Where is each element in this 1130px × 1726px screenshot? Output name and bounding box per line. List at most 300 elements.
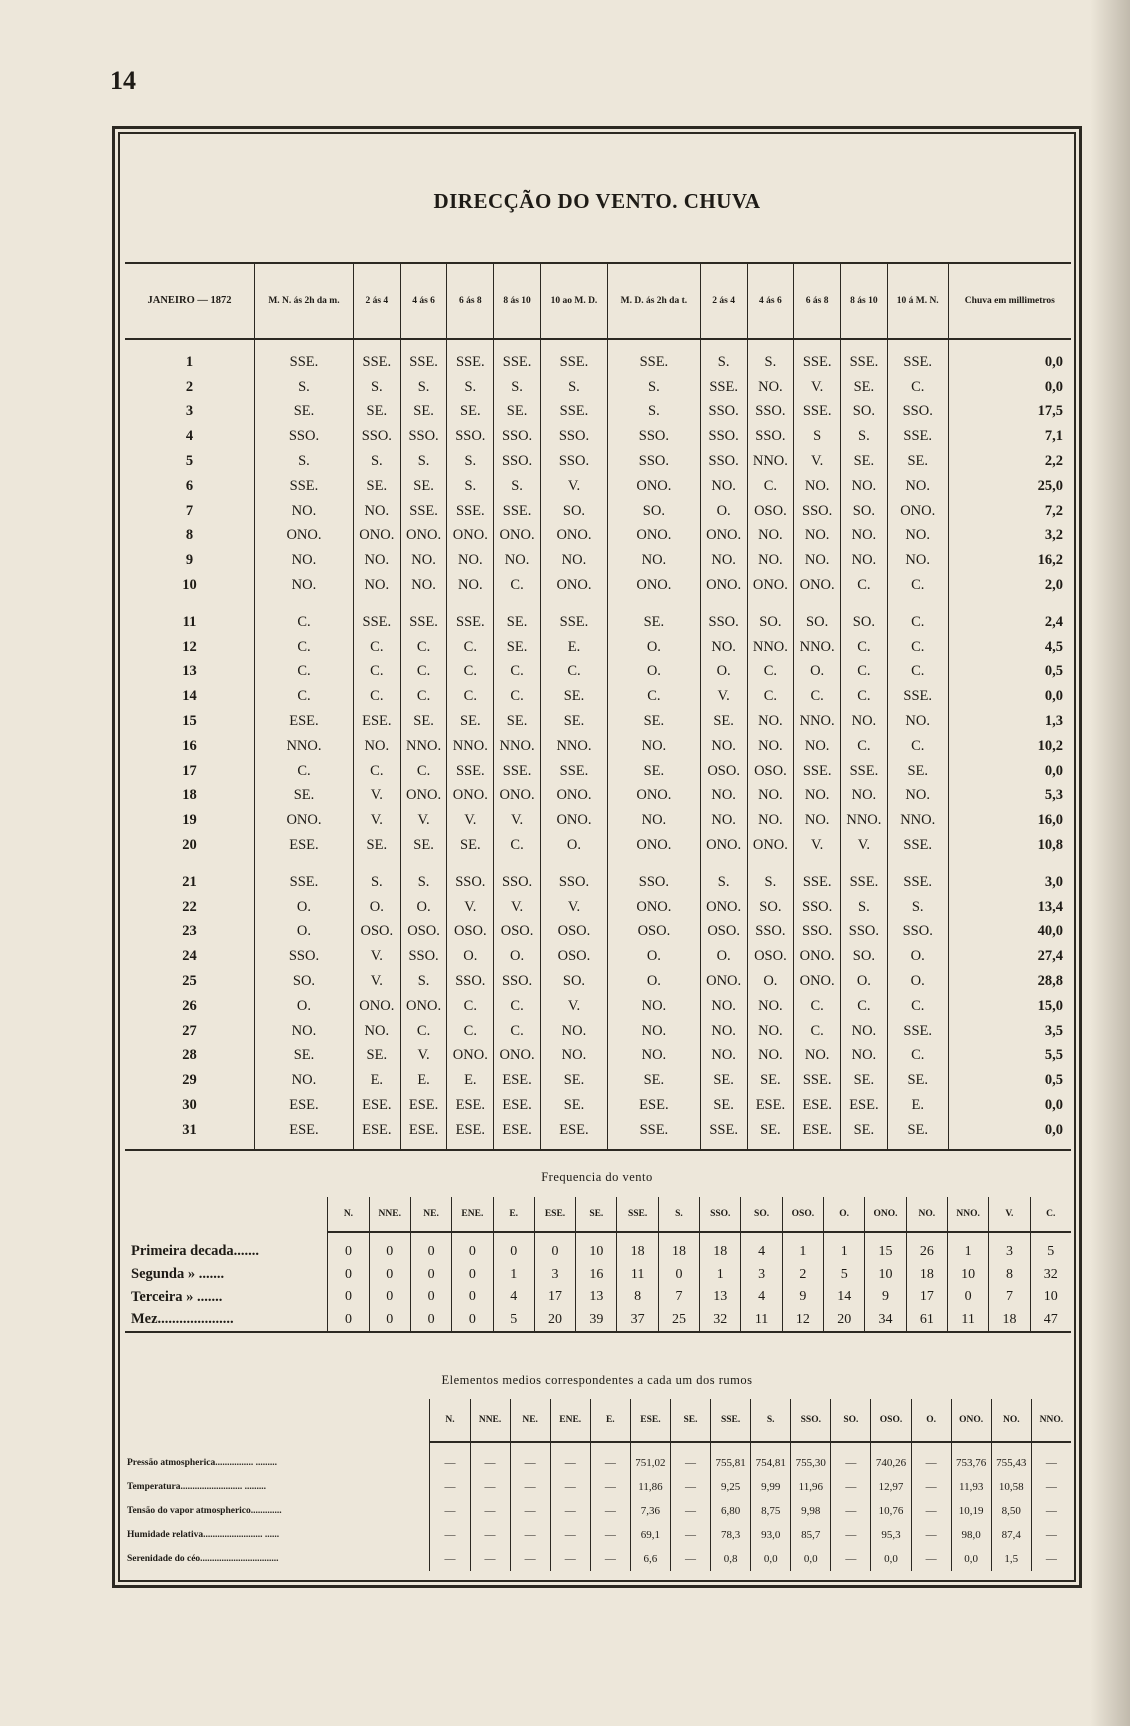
rain-cell: 4,5 (948, 635, 1071, 660)
rain-cell: 3,5 (948, 1019, 1071, 1044)
day-cell: 19 (182, 812, 197, 829)
elem-cell: 93,0 (751, 1523, 791, 1547)
wind-cell: ONO. (494, 1044, 541, 1069)
wind-cell: NO. (747, 524, 794, 549)
elem-cell: — (911, 1523, 951, 1547)
elem-cell: — (510, 1547, 550, 1571)
elem-header-cell: N. (430, 1399, 470, 1442)
wind-cell: ESE. (447, 1093, 494, 1118)
wind-cell: C. (608, 684, 701, 709)
wind-cell: NNO. (494, 734, 541, 759)
wind-cell: V. (353, 784, 400, 809)
elem-cell: 0,0 (791, 1547, 831, 1571)
wind-cell: SSE. (447, 499, 494, 524)
freq-cell: 5 (824, 1264, 865, 1287)
wind-cell: S. (400, 375, 447, 400)
wind-cell: O. (255, 895, 354, 920)
wind-cell: ESE. (494, 1118, 541, 1150)
wind-cell: ESE. (494, 1068, 541, 1093)
freq-header-cell: NNO. (947, 1197, 988, 1232)
wind-cell: C. (841, 994, 888, 1019)
wind-cell: V. (400, 808, 447, 833)
wind-cell: V. (353, 969, 400, 994)
wind-cell: ESE. (255, 709, 354, 734)
table-row (125, 424, 1071, 449)
elem-row-label: Tensão do vapor atmospherico............. (127, 1506, 282, 1516)
wind-cell: SSE. (447, 759, 494, 784)
wind-cell: S. (841, 895, 888, 920)
wind-cell: S. (255, 375, 354, 400)
table-row (125, 449, 1071, 474)
wind-cell: SSE. (841, 339, 888, 375)
elem-cell: — (670, 1523, 710, 1547)
elem-cell: 8,50 (991, 1499, 1031, 1523)
elem-cell: 69,1 (630, 1523, 670, 1547)
wind-cell: SE. (608, 709, 701, 734)
wind-cell: NO. (400, 573, 447, 598)
wind-cell: ONO. (887, 499, 948, 524)
wind-cell: C. (353, 759, 400, 784)
freq-header-cell: SE. (576, 1197, 617, 1232)
wind-cell: ESE. (255, 1093, 354, 1118)
elem-header-cell: E. (590, 1399, 630, 1442)
wind-cell: S. (353, 449, 400, 474)
table-row (125, 759, 1071, 784)
freq-cell: 3 (989, 1232, 1030, 1264)
table-row (125, 1309, 1071, 1333)
elem-cell: — (670, 1475, 710, 1499)
freq-header-cell: SSO. (700, 1197, 741, 1232)
wind-cell: ONO. (255, 524, 354, 549)
table-row (125, 920, 1071, 945)
wind-cell: SE. (353, 400, 400, 425)
rain-cell: 15,0 (948, 994, 1071, 1019)
wind-cell: SSE. (700, 1118, 747, 1150)
wind-cell: SSO. (447, 858, 494, 895)
rain-cell: 13,4 (948, 895, 1071, 920)
main-header-cell: 8 ás 10 (494, 263, 541, 339)
wind-cell: ONO. (700, 573, 747, 598)
elements-caption: Elementos medios correspondentes a cada um dos rumos (441, 1373, 753, 1387)
wind-cell: O. (747, 969, 794, 994)
day-cell: 25 (182, 973, 197, 990)
wind-cell: NO. (747, 784, 794, 809)
elem-cell: 755,43 (991, 1442, 1031, 1475)
freq-cell: 1 (700, 1264, 741, 1287)
wind-cell: V. (353, 944, 400, 969)
wind-cell: SSE. (255, 858, 354, 895)
freq-cell: 4 (493, 1286, 534, 1309)
table-row (125, 784, 1071, 809)
freq-cell: 18 (700, 1232, 741, 1264)
wind-cell: SSE. (400, 499, 447, 524)
elem-cell: — (470, 1475, 510, 1499)
wind-cell: ONO. (447, 784, 494, 809)
wind-cell: SSO. (255, 424, 354, 449)
freq-row-label: Terceira » ....... (131, 1288, 223, 1305)
wind-cell: NO. (747, 375, 794, 400)
wind-cell: SE. (255, 784, 354, 809)
day-cell: 26 (182, 997, 197, 1014)
wind-cell: SE. (353, 833, 400, 858)
wind-cell: SE. (447, 400, 494, 425)
rain-cell: 3,2 (948, 524, 1071, 549)
wind-cell: NNO. (400, 734, 447, 759)
wind-cell: C. (747, 474, 794, 499)
wind-cell: S. (447, 375, 494, 400)
wind-cell: SSO. (353, 424, 400, 449)
wind-cell: SE. (494, 400, 541, 425)
wind-cell: C. (794, 1019, 841, 1044)
wind-cell: NO. (794, 784, 841, 809)
wind-cell: S. (700, 339, 747, 375)
freq-cell: 0 (328, 1264, 369, 1287)
wind-cell: SO. (841, 944, 888, 969)
freq-cell: 5 (1030, 1232, 1071, 1264)
freq-cell: 0 (328, 1286, 369, 1309)
wind-cell: NO. (747, 548, 794, 573)
page-edge-shadow (1090, 0, 1130, 1726)
wind-cell: NNO. (540, 734, 607, 759)
freq-cell: 32 (700, 1309, 741, 1333)
freq-header-cell: NNE. (369, 1197, 410, 1232)
wind-cell: O. (700, 499, 747, 524)
wind-cell: SSO. (447, 969, 494, 994)
wind-cell: ESE. (400, 1118, 447, 1150)
wind-cell: C. (887, 635, 948, 660)
wind-cell: SE. (494, 709, 541, 734)
wind-cell: SE. (608, 759, 701, 784)
wind-cell: SSO. (747, 400, 794, 425)
elem-header-cell: ESE. (630, 1399, 670, 1442)
wind-cell: C. (353, 684, 400, 709)
elem-cell: — (1031, 1475, 1071, 1499)
wind-cell: SSO. (841, 920, 888, 945)
elem-cell: 85,7 (791, 1523, 831, 1547)
freq-header-cell: O. (824, 1197, 865, 1232)
wind-cell: SE. (540, 1068, 607, 1093)
day-cell: 12 (182, 638, 197, 655)
wind-cell: NO. (841, 784, 888, 809)
rain-cell: 10,2 (948, 734, 1071, 759)
elem-cell: — (831, 1442, 871, 1475)
wind-cell: C. (447, 994, 494, 1019)
wind-cell: SSO. (700, 424, 747, 449)
elem-row-label: Temperatura.......................... ......... (127, 1482, 266, 1492)
rain-cell: 0,0 (948, 1118, 1071, 1150)
wind-cell: C. (841, 635, 888, 660)
wind-cell: ESE. (447, 1118, 494, 1150)
elem-corner-cell (125, 1399, 430, 1442)
wind-cell: NO. (255, 1019, 354, 1044)
wind-cell: SE. (540, 684, 607, 709)
day-cell: 2 (185, 378, 194, 395)
table-row (125, 524, 1071, 549)
elem-cell: — (550, 1475, 590, 1499)
wind-cell: NO. (540, 1019, 607, 1044)
rain-cell: 0,0 (948, 375, 1071, 400)
table-row (125, 474, 1071, 499)
wind-cell: NO. (794, 1044, 841, 1069)
wind-cell: C. (255, 684, 354, 709)
elem-cell: — (670, 1442, 710, 1475)
wind-cell: SE. (608, 598, 701, 635)
wind-cell: OSO. (494, 920, 541, 945)
wind-cell: SSO. (494, 424, 541, 449)
freq-cell: 10 (576, 1232, 617, 1264)
freq-cell: 17 (906, 1286, 947, 1309)
wind-cell: E. (540, 635, 607, 660)
main-header-cell: M. D. ás 2h da t. (608, 263, 701, 339)
freq-cell: 20 (534, 1309, 575, 1333)
frame-inner (123, 137, 1071, 1577)
wind-cell: NO. (700, 994, 747, 1019)
wind-cell: SSE. (794, 400, 841, 425)
wind-cell: SSE. (887, 424, 948, 449)
elem-cell: — (510, 1499, 550, 1523)
wind-cell: OSO. (540, 920, 607, 945)
elem-cell: — (1031, 1523, 1071, 1547)
wind-cell: SSO. (447, 424, 494, 449)
wind-cell: ONO. (794, 969, 841, 994)
wind-cell: S. (494, 474, 541, 499)
wind-cell: C. (494, 573, 541, 598)
wind-cell: SSO. (540, 424, 607, 449)
freq-cell: 10 (947, 1264, 988, 1287)
wind-cell: NO. (700, 734, 747, 759)
wind-cell: ONO. (447, 1044, 494, 1069)
freq-cell: 0 (534, 1232, 575, 1264)
day-cell: 22 (182, 898, 197, 915)
wind-cell: NO. (841, 1044, 888, 1069)
wind-cell: V. (540, 474, 607, 499)
elem-cell: — (470, 1523, 510, 1547)
freq-header-cell: NE. (410, 1197, 451, 1232)
rain-cell: 2,0 (948, 573, 1071, 598)
wind-cell: SSO. (494, 858, 541, 895)
wind-cell: V. (540, 895, 607, 920)
elem-cell: 95,3 (871, 1523, 911, 1547)
elem-row-label: Serenidade do céo................................. (127, 1554, 279, 1564)
elem-cell: — (430, 1499, 470, 1523)
wind-cell: ESE. (353, 709, 400, 734)
elem-cell: 740,26 (871, 1442, 911, 1475)
elem-header-cell: S. (751, 1399, 791, 1442)
wind-cell: SSO. (608, 424, 701, 449)
wind-cell: SSE. (794, 858, 841, 895)
wind-cell: O. (608, 969, 701, 994)
freq-cell: 9 (782, 1286, 823, 1309)
wind-cell: ONO. (400, 994, 447, 1019)
elem-cell: — (430, 1547, 470, 1571)
elem-cell: — (670, 1499, 710, 1523)
wind-cell: C. (494, 684, 541, 709)
day-cell: 15 (182, 713, 197, 730)
table-row (125, 1523, 1071, 1547)
elem-header-cell: SSO. (791, 1399, 831, 1442)
wind-cell: SE. (887, 1068, 948, 1093)
wind-cell: NO. (255, 499, 354, 524)
rain-cell: 16,2 (948, 548, 1071, 573)
table-row (125, 969, 1071, 994)
freq-cell: 0 (328, 1232, 369, 1264)
wind-cell: NO. (794, 474, 841, 499)
freq-cell: 11 (741, 1309, 782, 1333)
freq-cell: 17 (534, 1286, 575, 1309)
freq-cell: 0 (410, 1309, 451, 1333)
wind-cell: E. (447, 1068, 494, 1093)
wind-cell: S. (400, 969, 447, 994)
elem-cell: — (550, 1523, 590, 1547)
wind-cell: NO. (353, 1019, 400, 1044)
elem-cell: 9,25 (711, 1475, 751, 1499)
freq-cell: 4 (741, 1232, 782, 1264)
wind-cell: S. (540, 375, 607, 400)
table-row (125, 944, 1071, 969)
day-cell: 4 (185, 428, 194, 445)
rain-cell: 25,0 (948, 474, 1071, 499)
elem-cell: — (430, 1442, 470, 1475)
wind-cell: NNO. (255, 734, 354, 759)
wind-cell: SSO. (255, 944, 354, 969)
mean-elements-table (125, 1399, 1071, 1571)
elem-cell: 9,99 (751, 1475, 791, 1499)
wind-cell: S. (841, 424, 888, 449)
wind-cell: SE. (700, 709, 747, 734)
wind-cell: SSO. (794, 920, 841, 945)
wind-cell: SSE. (353, 598, 400, 635)
main-header-cell: 4 ás 6 (400, 263, 447, 339)
day-cell: 31 (125, 1118, 255, 1150)
wind-cell: NO. (540, 1044, 607, 1069)
wind-cell: ONO. (447, 524, 494, 549)
wind-cell: NO. (841, 709, 888, 734)
freq-cell: 1 (493, 1264, 534, 1287)
wind-cell: SE. (400, 474, 447, 499)
wind-cell: SO. (841, 598, 888, 635)
wind-cell: S. (353, 858, 400, 895)
main-header-cell: 2 ás 4 (700, 263, 747, 339)
wind-cell: NO. (841, 1019, 888, 1044)
freq-cell: 18 (658, 1232, 699, 1264)
wind-cell: NO. (747, 734, 794, 759)
wind-cell: O. (255, 920, 354, 945)
elem-cell: — (550, 1499, 590, 1523)
freq-cell: 13 (700, 1286, 741, 1309)
elem-cell: — (590, 1475, 630, 1499)
wind-cell: ONO. (255, 808, 354, 833)
wind-cell: NNO. (747, 635, 794, 660)
wind-cell: V. (540, 994, 607, 1019)
wind-cell: OSO. (400, 920, 447, 945)
elem-cell: 753,76 (951, 1442, 991, 1475)
elem-header-cell: NO. (991, 1399, 1031, 1442)
wind-cell: ONO. (794, 944, 841, 969)
wind-cell: NO. (608, 1044, 701, 1069)
wind-cell: SE. (841, 375, 888, 400)
wind-cell: SE. (887, 449, 948, 474)
elem-cell: 11,96 (791, 1475, 831, 1499)
elem-cell: 1,5 (991, 1547, 1031, 1571)
wind-cell: SO. (540, 499, 607, 524)
wind-cell: V. (794, 833, 841, 858)
rain-cell: 1,3 (948, 709, 1071, 734)
table-row (125, 895, 1071, 920)
freq-cell: 0 (410, 1232, 451, 1264)
freq-cell: 34 (865, 1309, 906, 1333)
wind-cell: SSO. (700, 400, 747, 425)
wind-cell: O. (255, 994, 354, 1019)
wind-cell: SSO. (794, 895, 841, 920)
wind-cell: SO. (747, 598, 794, 635)
wind-cell: OSO. (747, 499, 794, 524)
wind-cell: SE. (887, 759, 948, 784)
table-row (125, 1547, 1071, 1571)
wind-cell: SE. (255, 400, 354, 425)
main-header-cell: 2 ás 4 (353, 263, 400, 339)
elem-cell: 0,0 (951, 1547, 991, 1571)
wind-cell: SSO. (887, 400, 948, 425)
freq-cell: 0 (493, 1232, 534, 1264)
rain-cell: 0,0 (948, 759, 1071, 784)
table-row (125, 858, 1071, 895)
wind-cell: NO. (841, 548, 888, 573)
wind-cell: V. (794, 449, 841, 474)
table-row (125, 375, 1071, 400)
elem-cell: 755,81 (711, 1442, 751, 1475)
wind-cell: NO. (887, 709, 948, 734)
elem-header-cell: SO. (831, 1399, 871, 1442)
elem-cell: — (430, 1475, 470, 1499)
wind-cell: NO. (700, 808, 747, 833)
wind-cell: SSO. (700, 598, 747, 635)
wind-cell: SSE. (494, 759, 541, 784)
freq-cell: 3 (741, 1264, 782, 1287)
wind-cell: ESE. (353, 1093, 400, 1118)
wind-cell: ONO. (494, 524, 541, 549)
wind-cell: C. (494, 994, 541, 1019)
elem-cell: 11,93 (951, 1475, 991, 1499)
elem-cell: — (1031, 1547, 1071, 1571)
wind-cell: NNO. (887, 808, 948, 833)
wind-cell: C. (887, 994, 948, 1019)
table-row (125, 548, 1071, 573)
wind-cell: ONO. (700, 969, 747, 994)
main-header-cell: 6 ás 8 (794, 263, 841, 339)
wind-cell: SSE. (887, 339, 948, 375)
wind-cell: ONO. (608, 573, 701, 598)
wind-cell: SE. (494, 598, 541, 635)
wind-cell: SO. (540, 969, 607, 994)
freq-cell: 47 (1030, 1309, 1071, 1333)
wind-cell: C. (400, 1019, 447, 1044)
wind-cell: SSE. (494, 499, 541, 524)
elem-cell: — (1031, 1499, 1071, 1523)
wind-cell: C. (255, 598, 354, 635)
table-row (125, 635, 1071, 660)
wind-cell: SSE. (353, 339, 400, 375)
rain-cell: 28,8 (948, 969, 1071, 994)
freq-header-cell: N. (328, 1197, 369, 1232)
freq-row-label: Segunda » ....... (131, 1266, 225, 1283)
wind-cell: V. (400, 1044, 447, 1069)
wind-cell: ONO. (747, 573, 794, 598)
day-cell: 14 (182, 688, 197, 705)
wind-cell: SE. (540, 709, 607, 734)
table-row (125, 1093, 1071, 1118)
wind-cell: E. (353, 1068, 400, 1093)
wind-cell: V. (700, 684, 747, 709)
